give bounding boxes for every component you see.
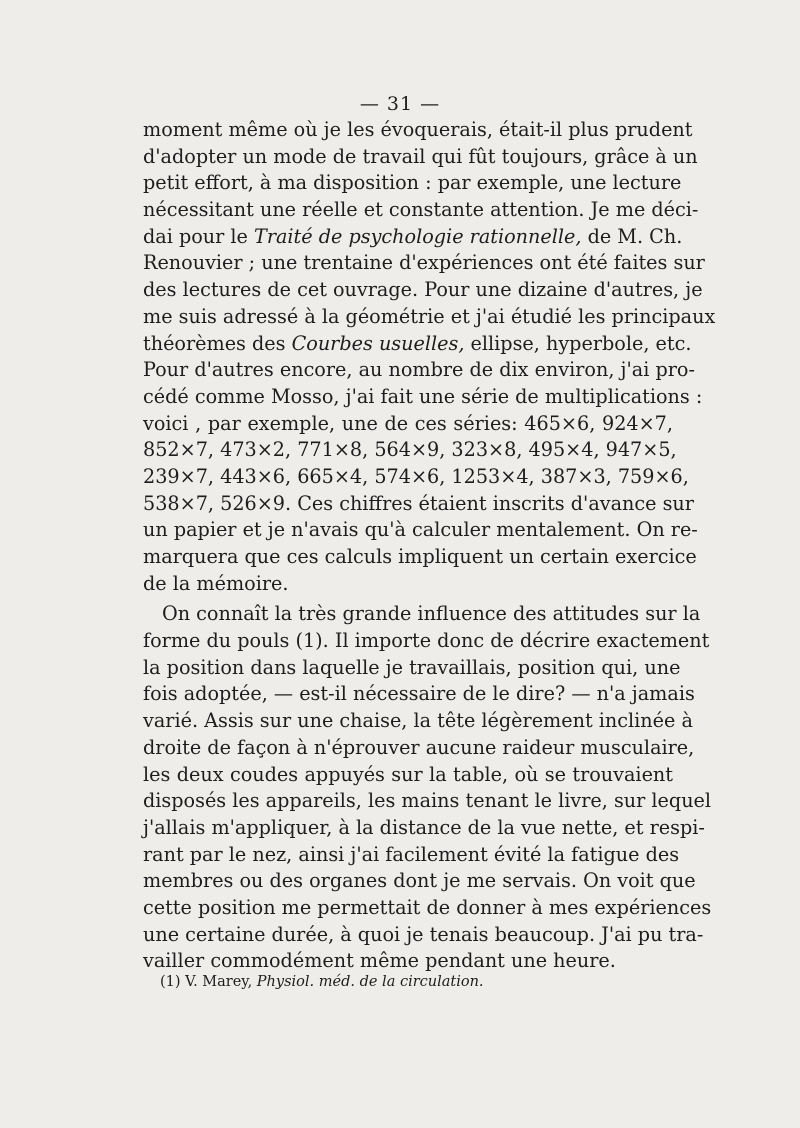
text-line: disposés les appareils, les mains tenant le livre, sur lequel <box>143 789 712 813</box>
text-line: membres ou des organes dont je me servais. On voit que <box>143 869 696 893</box>
italic-title: Traité de psychologie rationnelle, <box>254 224 582 248</box>
text-line: 852×7, 473×2, 771×8, 564×9, 323×8, 495×4, 947×5, <box>143 438 677 462</box>
footnote <box>160 974 484 990</box>
text-line: les deux coudes appuyés sur la table, où se trouvaient <box>143 762 673 786</box>
text-line: vailler commodément même pendant une heure. <box>143 949 616 973</box>
text-line: nécessitant une réelle et constante attention. Je me déci- <box>143 198 699 222</box>
paragraph-2 <box>143 601 712 975</box>
text-line: rant par le nez, ainsi j'ai facilement évité la fatigue des <box>143 842 680 866</box>
text-line: Pour d'autres encore, au nombre de dix environ, j'ai pro- <box>143 358 695 382</box>
text-line <box>143 224 683 251</box>
text-line: cédé comme Mosso, j'ai fait une série de multiplications : <box>143 384 703 408</box>
text-line: petit effort, à ma disposition : par exemple, une lecture <box>143 171 682 195</box>
page-number: — 31 — <box>359 93 441 115</box>
text-line: moment même où je les évoquerais, était-il plus prudent <box>143 118 693 141</box>
text-line: de la mémoire. <box>143 571 289 595</box>
text-line: voici , par exemple, une de ces séries: 465×6, 924×7, <box>143 411 673 435</box>
paragraph-1 <box>143 117 716 597</box>
text-segment: ellipse, hyperbole, etc. <box>464 331 692 355</box>
text-segment: de M. Ch. <box>581 224 683 248</box>
text-line: cette position me permettait de donner à mes expériences <box>143 895 712 919</box>
text-line: droite de façon à n'éprouver aucune raideur musculaire, <box>143 735 695 759</box>
text-line: On connaît la très grande influence des attitudes sur la <box>162 602 701 626</box>
text-line: forme du pouls (1). Il importe donc de décrire exactement <box>143 629 710 653</box>
text-line: varié. Assis sur une chaise, la tête légèrement inclinée à <box>143 709 693 733</box>
text-line <box>143 331 692 358</box>
text-segment: dai pour le <box>143 224 255 248</box>
footnote-title: Physiol. méd. de la circulation. <box>256 974 484 990</box>
text-line: Renouvier ; une trentaine d'expériences ont été faites sur <box>143 251 705 275</box>
text-line: des lectures de cet ouvrage. Pour une dizaine d'autres, je <box>143 278 703 302</box>
text-line: d'adopter un mode de travail qui fût toujours, grâce à un <box>143 144 698 168</box>
text-line: j'allais m'appliquer, à la distance de la vue nette, et respi- <box>143 815 705 839</box>
text-line: fois adoptée, — est-il nécessaire de le dire? — n'a jamais <box>143 682 695 706</box>
text-line: 239×7, 443×6, 665×4, 574×6, 1253×4, 387×3, 759×6, <box>143 464 689 488</box>
text-line: 538×7, 526×9. Ces chiffres étaient inscrits d'avance sur <box>143 491 694 515</box>
text-line: marquera que ces calculs impliquent un certain exercice <box>143 545 697 568</box>
footnote-prefix: (1) V. Marey, <box>160 974 257 990</box>
text-line: me suis adressé à la géométrie et j'ai étudié les principaux <box>143 304 716 328</box>
text-line: un papier et je n'avais qu'à calculer mentalement. On re- <box>143 518 698 542</box>
page-body <box>143 117 716 975</box>
italic-title: Courbes usuelles, <box>291 331 465 355</box>
text-line: une certaine durée, à quoi je tenais beaucoup. J'ai pu tra- <box>143 922 704 946</box>
text-line: la position dans laquelle je travaillais, position qui, une <box>143 655 681 679</box>
text-segment: théorèmes des <box>143 331 292 355</box>
